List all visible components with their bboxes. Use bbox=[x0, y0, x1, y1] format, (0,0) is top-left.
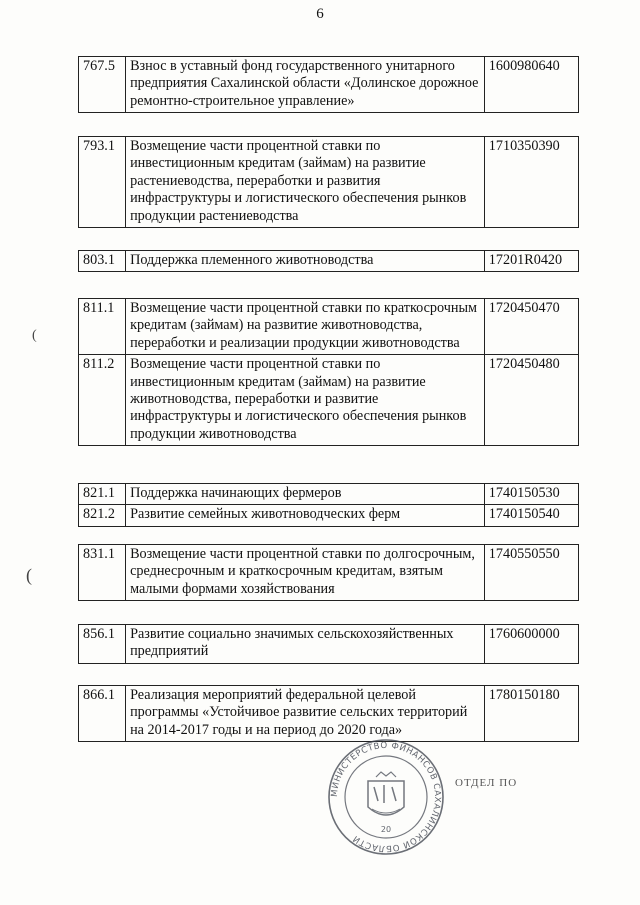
page-number: 6 bbox=[316, 6, 324, 22]
kbk-cell: 1710350390 bbox=[484, 137, 578, 228]
table-block-866 bbox=[78, 685, 579, 742]
stamp-side-text: ОТДЕЛ ПО bbox=[455, 777, 518, 789]
code-cell: 811.2 bbox=[79, 355, 126, 446]
table-block-793 bbox=[78, 136, 579, 228]
table-block-767 bbox=[78, 56, 579, 113]
code-cell: 866.1 bbox=[79, 686, 126, 742]
stamp-ring-text: МИНИСТЕРСТВО ФИНАНСОВ САХАЛИНСКОЙ ОБЛАСТИ bbox=[329, 740, 443, 854]
code-cell: 803.1 bbox=[79, 251, 126, 272]
official-stamp bbox=[326, 737, 446, 857]
table-row bbox=[79, 505, 579, 526]
code-cell: 856.1 bbox=[79, 625, 126, 664]
table-row bbox=[79, 686, 579, 742]
description-cell: Возмещение части процентной ставки по инвестиционным кредитам (займам) на развитие животноводства, переработки и развитие инфраструктуры и логистического обеспечения рынков продукции животноводства bbox=[126, 355, 485, 446]
kbk-cell: 17201R0420 bbox=[484, 251, 578, 272]
table-block-811 bbox=[78, 298, 579, 446]
description-cell: Поддержка начинающих фермеров bbox=[126, 484, 485, 505]
kbk-cell: 1720450470 bbox=[484, 299, 578, 355]
code-cell: 767.5 bbox=[79, 57, 126, 113]
table-row bbox=[79, 484, 579, 505]
table-row bbox=[79, 545, 579, 601]
table-row bbox=[79, 251, 579, 272]
code-cell: 831.1 bbox=[79, 545, 126, 601]
kbk-cell: 1600980640 bbox=[484, 57, 578, 113]
table-row bbox=[79, 137, 579, 228]
code-cell: 821.1 bbox=[79, 484, 126, 505]
description-cell: Развитие семейных животноводческих ферм bbox=[126, 505, 485, 526]
code-cell: 793.1 bbox=[79, 137, 126, 228]
description-cell: Развитие социально значимых сельскохозяйственных предприятий bbox=[126, 625, 485, 664]
margin-mark: ( bbox=[26, 565, 32, 585]
description-cell: Возмещение части процентной ставки по краткосрочным кредитам (займам) на развитие животноводства, переработки и реализации продукции животноводства bbox=[126, 299, 485, 355]
table-block-803 bbox=[78, 250, 579, 272]
coat-of-arms-icon bbox=[368, 772, 404, 815]
margin-mark: ( bbox=[32, 328, 37, 343]
code-cell: 821.2 bbox=[79, 505, 126, 526]
kbk-cell: 1740150540 bbox=[484, 505, 578, 526]
description-cell: Поддержка племенного животноводства bbox=[126, 251, 485, 272]
description-cell: Взнос в уставный фонд государственного унитарного предприятия Сахалинской области «Долинское дорожное ремонтно-строительное управление» bbox=[126, 57, 485, 113]
kbk-cell: 1760600000 bbox=[484, 625, 578, 664]
kbk-cell: 1780150180 bbox=[484, 686, 578, 742]
kbk-cell: 1740550550 bbox=[484, 545, 578, 601]
description-cell: Возмещение части процентной ставки по долгосрочным, среднесрочным и краткосрочным кредитам, взятым малыми формами хозяйствования bbox=[126, 545, 485, 601]
stamp-year: 20 bbox=[380, 825, 392, 834]
table-block-856 bbox=[78, 624, 579, 664]
table-row bbox=[79, 355, 579, 446]
table-row bbox=[79, 625, 579, 664]
table-block-831 bbox=[78, 544, 579, 601]
table-row bbox=[79, 299, 579, 355]
table-row bbox=[79, 57, 579, 113]
table-block-821 bbox=[78, 483, 579, 527]
kbk-cell: 1740150530 bbox=[484, 484, 578, 505]
description-cell: Реализация мероприятий федеральной целевой программы «Устойчивое развитие сельских территорий на 2014-2017 годы и на период до 2020 года» bbox=[126, 686, 485, 742]
kbk-cell: 1720450480 bbox=[484, 355, 578, 446]
description-cell: Возмещение части процентной ставки по инвестиционным кредитам (займам) на развитие растениеводства, переработки и развития инфраструктуры и логистического обеспечения рынков продукции растениеводства bbox=[126, 137, 485, 228]
code-cell: 811.1 bbox=[79, 299, 126, 355]
